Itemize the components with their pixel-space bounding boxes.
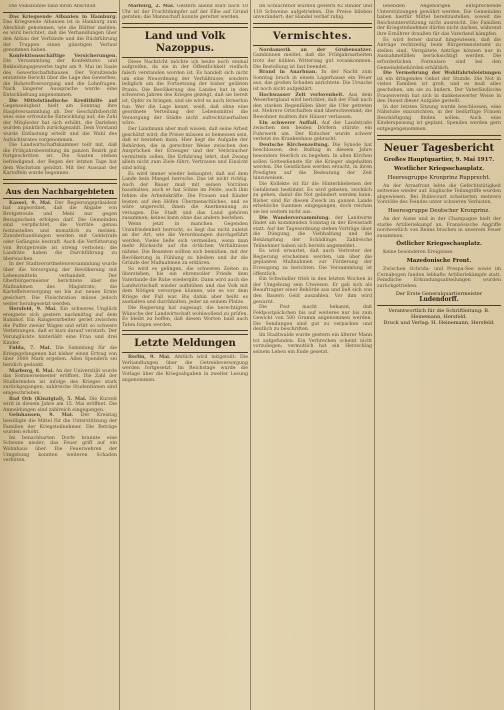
col4-section-title: Neuer Tagesbericht: [383, 142, 495, 154]
divider: [122, 352, 248, 353]
col3-section-title: Vermischtes.: [272, 30, 353, 42]
col2-section-title: Land und Volk Nazoppus.: [144, 30, 226, 54]
column-2: Marburg, 2. Mai. Gestern abend kurz nach 10 Uhr ist der Frachtdampfer auf der Elbe auf Grund geraten; die Mannschaft konnte gerettet werden. Land und Volk Nazoppus. Diese Nachricht möchte ich heute noch einmal aufgreifen, da sie in der Öffentlichkeit vielfach falsch verstanden worden ist. Es handelt sich nicht um eine Neuordnung der Verhältnisse, sondern lediglich um die Fortsetzung der bisher geübten Praxis. Die Bevölkerung des Landes hat in den schweren Jahren des Krieges gezeigt, daß sie bereit ist, Opfer zu bringen, und sie wird es auch fernerhin tun. Wer die Lage kennt, weiß, daß ohne eine geordnete Verteilung der Lebensmittel die Versorgung der Städte nicht aufrechtzuerhalten wäre. Der Landmann aber muß wissen, daß seine Arbeit geschätzt wird; die Preise müssen so bemessen sein, daß er bestehen kann. Hier liegt die Aufgabe der Behörden, die in gerechter Weise zwischen den Ansprüchen der Erzeuger und der Verbraucher vermitteln sollen. Die Erfahrung lehrt, daß Zwang allein nicht zum Ziele führt; Vertrauen und Einsicht sind nötig. Es wird immer wieder behauptet, daß auf dem Lande kein Mangel herrsche. Das ist nicht richtig. Auch der Bauer muß mit seinen Vorräten haushalten, auch er hat Söhne im Felde, auch ihm fehlen die Arbeitskräfte. Die Frauen und Kinder leisten auf den Höfen Übermenschliches, und es wäre ungerecht, ihnen die Anerkennung zu versagen. Die Stadt und das Land gehören zusammen; keines kann ohne das andere bestehen. Wenn jetzt in manchen Gegenden Unzufriedenheit herrscht, so liegt das nicht zuletzt an der Art, wie die Verordnungen durchgeführt werden. Vieles ließe sich vermeiden, wenn man mehr Rücksicht auf die örtlichen Verhältnisse nähme. Die Beamten sollten sich bemühen, mit der Bevölkerung in Fühlung zu bleiben und ihr die Gründe der Maßnahmen zu erklären. So wird es gelingen, die schweren Zeiten zu überstehen, bis ein ehrenvoller Friede dem Vaterlande die Ruhe wiedergibt. Dann wird auch die Landwirtschaft wieder aufblühen und das Volk mit dem Nötigen versorgen können, wie es vor dem Kriege der Fall war. Bis dahin aber heißt es aushalten und durchhalten, jeder an seinem Platze. Die Regierung hat zugesagt, die berechtigten Wünsche der Landwirtschaft wohlwollend zu prüfen. Es bleibt zu hoffen, daß diesen Worten bald auch Taten folgen werden. Letzte Meldungen Berlin, 9. Mai. Amtlich wird mitgeteilt: Die Verhandlungen über die Getreideversorgung werden fortgesetzt. Im Reichstage wurde die Vorlage über die Kriegsabgaben in zweiter Lesung angenommen.: [122, 4, 248, 383]
section-divider: [3, 179, 117, 184]
col3-item4-title: Ein schwerer Auffall.: [259, 120, 319, 126]
column-rule: [250, 0, 251, 710]
column-1: Die Volksbühne fand ihren Abschluß Das Kriegsende Albanien in Hamburg. Das Kriegsende Albanien ist in Hamburg zum Abschluß gekommen, wie die Blätter melden; es wird berichtet, daß die Verhandlungen über den Abbau der Verbände und die Rückführung der Truppen einen günstigen Verlauf genommen haben. Konfektionsschäftige Versicherungen. Die Versammlung der Konfektions- und Bekleidungsgewerbe tagte am 9. Mai im Saale des Gewerkschaftshauses. Der Vorsitzende erstattete Bericht über die Lage des Gewerbes, die Rohstoffversorgung und die Lohnfragen. Nach längerer Aussprache wurde eine Entschließung angenommen. Die Mittelständische Kredithilfe auf Gegenseitigkeit hielt am Sonntag ihre Hauptversammlung ab. Der Geschäftsbericht wies eine erfreuliche Entwicklung auf; die Zahl der Mitglieder hat sich erhöht, die Darlehen wurden pünktlich zurückgezahlt. Dem Vorstand wurde Entlastung erteilt und die Wahl des Aufsichtsrates vorgenommen. Die Landwirtschaftskammer teilt mit, daß die Frühjahrsbestellung im ganzen Bezirk gut fortgeschritten ist. Die Saaten stehen befriedigend, der Regen der letzten Tage hat dem Wachstum genützt. Mit der Aussaat der Kartoffeln wurde begonnen. Aus den Nachbargebieten Kassel, 9. Mai. Der Regierungspräsident hat angeordnet, daß die Abgabe von Brotgetreide und Mehl nur gegen Bezugsschein erfolgen darf. Die Gemeinden sind verpflichtet, die Vorräte genau festzustellen und monatlich zu melden. Zuwiderhandlungen werden mit Geldstrafe oder Gefängnis bestraft. Auch die Verfütterung von Brotgetreide ist streng verboten; die Landräte haben die Durchführung zu überwachen. In der Stadtverordnetenversammlung wurde über die Versorgung der Bevölkerung mit Lebensmitteln verhandelt. Der Oberbürgermeister berichtete über die Maßnahmen des Magistrats; die Kartoffelversorgung sei bis zur neuen Ernte gesichert. Die Fleischration müsse jedoch weiter herabgesetzt werden. Hersfeld, 9. Mai. Ein schweres Unglück ereignete sich gestern nachmittag auf dem Bahnhof. Ein Rangierarbeiter geriet zwischen die Puffer zweier Wagen und erlitt so schwere Verletzungen, daß er kurz darauf verstarb. Der Verunglückte hinterläßt eine Frau und drei Kinder. Fulda, 7. Mai. Die Sammlung für die Kriegsgefangenen hat bisher einen Ertrag von über 3000 Mark ergeben. Allen Spendern sei herzlich gedankt. Marburg, 8. Mai. An der Universität wurde das Sommersemester eröffnet. Die Zahl der Studierenden ist infolge des Krieges stark zurückgegangen; zahlreiche Studentinnen sind eingeschrieben. Bad Orb (Kinzigtal), 5. Mai. Die Kurzeit wird in diesem Jahre am 15. Mai eröffnet. Die Anmeldungen sind zahlreich eingegangen. Gelnhausen, 9. Mai. Der Kreistag bewilligte die Mittel für die Unterstützung der Familien der Kriegsteilnehmer. Die Beträge wurden erhöht. Im benachbarten Dorfe brannte eine Scheune nieder; das Feuer griff auf ein Wohnhaus über. Die Feuerwehren der Umgebung konnten weiteren Schaden verhüten.: [3, 4, 117, 464]
col2-dateline: Berlin, 9. Mai.: [128, 355, 171, 361]
section-divider: [122, 330, 248, 335]
divider: [122, 57, 248, 58]
divider: [253, 45, 372, 46]
col4-dateline: Großes Hauptquartier, 9. Mai 1917.: [383, 156, 495, 163]
col3-item5-title: Deutsche Kirchenzeitung.: [259, 142, 330, 148]
signer-title: Der Erste Generalquartiermeister: [395, 291, 483, 298]
col4-sub-western-front: Westlicher Kriegsschauplatz.: [394, 165, 484, 172]
col1-item3-title: Die Mittelständische Kredithilfe auf: [9, 98, 117, 104]
col3-item6-title: Die Wanderversammlung.: [259, 215, 331, 221]
col1-place-hersfeld: Hersfeld, 9. Mai.: [9, 307, 57, 313]
imprint-line-2: Druck und Verlag: H. Heinemann, Hersfeld.: [383, 320, 495, 327]
divider: [377, 305, 501, 306]
col1-item2-title: Konfektionsschäftige Versicherungen.: [9, 53, 117, 59]
signer-name: Ludendorff.: [419, 296, 459, 304]
col4-sub-rupprecht: Heeresgruppe Kronprinz Rupprecht.: [387, 174, 491, 181]
col3-item1-title: Nordamerik an der Grubensatzer.: [259, 47, 372, 53]
col2-header-line: Marburg, 2. Mai.: [128, 4, 175, 9]
col4-sub-macedonia: Mazedonische Front.: [406, 258, 472, 264]
section-divider: [253, 23, 372, 28]
column-4: lebenden Angehörigen entsprechende Unterstützungen gewährt werden. Die Gemeinden haben hierfür Mittel bereitzustellen, soweit die Reichsunterstützung nicht ausreicht. Die Familien der Kriegsteilnehmer dürfen nicht darben, während ihre Ernährer draußen für das Vaterland kämpfen. Es wird ferner darauf hingewiesen, daß die Anträge rechtzeitig beim Bürgermeisteramt zu stellen sind. Verspätete Anträge können nur in Ausnahmefällen berücksichtigt werden. Die erforderlichen Formulare sind bei den Gemeindebehörden erhältlich. Die Vermehrung der Wohlfahrtsleistungen ist ein dringendes Gebot der Stunde. Die Not in vielen Familien ist groß, und es muß alles geschehen, um sie zu lindern. Der Vaterländische Frauenverein hat sich in dankenswerter Weise in den Dienst dieser Aufgabe gestellt. In der letzten Sitzung wurde beschlossen, eine Nähstube einzurichten, in der bedürftige Frauen Beschäftigung finden sollen. Auch eine Kinderspeisung ist geplant. Spenden werden gern entgegengenommen. Neuer Tagesbericht Großes Hauptquartier, 9. Mai 1917. Westlicher Kriegsschauplatz. Heeresgruppe Kronprinz Rupprecht. An der Arrasfront lebte die Gefechtstätigkeit zeitweise wieder auf. Englische Teilangriffe wurden abgewiesen. Bei Bullecourt scheiterten mehrere Vorstöße des Feindes unter schweren Verlusten. Heeresgruppe Deutscher Kronprinz. An der Aisne und in der Champagne hielt der starke Artilleriekampf an. Französische Angriffe nordwestlich von Reims brachen in unserem Feuer zusammen. Östlicher Kriegsschauplatz. Keine besonderen Ereignisse. Mazedonische Front. Zwischen Ochrida- und Prespa-See sowie im Cernabogen fanden lebhafte Artilleriekämpfe statt. Feindliche Erkundungsabteilungen wurden zurückgetrieben. Der Erste Generalquartiermeister Ludendorff. Verantwortlich für die Schriftleitung: R. Heinemann, Hersfeld. Druck und Verlag: H. Heinemann, Hersfeld.: [377, 4, 501, 327]
col3-item3-title: Hochwasser Zeit verlorenheit.: [259, 92, 345, 98]
col1-section-title: Aus den Nachbargebieten: [5, 186, 115, 196]
col4-item1-title: Die Vermehrung der Wohlfahrtsleistungen: [383, 71, 501, 77]
col1-item1-title: Das Kriegsende Albanien in Hamburg.: [9, 14, 117, 20]
section-divider: [377, 135, 501, 140]
col1-place-bad-orb: Bad Orb (Kinzigtal), 5. Mai.: [9, 396, 87, 402]
col2-section-title-2: Letzte Meldungen: [134, 338, 236, 350]
column-3: Im Schlachthof wurden gestern 42 Rinder und 118 Schweine aufgetrieben. Die Preise blieben unverändert; der Handel verlief ruhig. Vermischtes. Nordamerik an der Grubensatzer. Gumbinnen meldet, daß die Frühjahrsarbeiten trotz der kühlen Witterung gut vorankommen. Die Bestellung ist fast beendet. Brand in Anarhuan. In der Nacht zum Sonntag brach in einem Lagerhause ein Feuer aus, das großen Schaden anrichtete. Die Ursache ist noch nicht aufgeklärt. Hochwasser Zeit verlorenheit. Aus dem Weserbergland wird berichtet, daß der Fluß nach den starken Regenfällen über die Ufer getreten ist. Mehrere Ortschaften sind überschwemmt; die Bewohner mußten ihre Häuser verlassen. Ein schwerer Auffall. Auf der Landstraße zwischen den beiden Dörfern stürzte ein Fuhrwerk um. Der Kutscher wurde schwer verletzt ins Krankenhaus gebracht. Deutsche Kirchenzeitung. Die Synode hat beschlossen, den Bußtag in diesem Jahre besonders feierlich zu begehen. In allen Kirchen sollen Gottesdienste für die Krieger abgehalten werden. Die Geistlichen werden ersucht, in ihren Predigten auf die Bedeutung der Zeit hinzuweisen. Die Kollekte ist für die Hinterbliebenen der Gefallenen bestimmt. Es wird gebeten, reichlich zu geben, damit die Not gelindert werden kann. Bisher sind für diesen Zweck im ganzen Lande erhebliche Summen eingegangen, doch reichen sie bei weitem nicht aus. Die Wanderversammlung. der Landwirte findet am kommenden Sonntag in der Kreisstadt statt. Auf der Tagesordnung stehen Vorträge über die Düngung, die Viehhaltung und die Bekämpfung der Schädlinge. Zahlreiche Teilnehmer haben sich bereits angemeldet. Es wird erwartet, daß auch Vertreter der Regierung erscheinen werden, um über die geplanten Maßnahmen zur Förderung der Erzeugung zu berichten. Die Versammlung ist öffentlich. Ein Schwindler trieb in den letzten Wochen in der Umgebung sein Unwesen. Er gab sich als Beauftragter einer Behörde aus und ließ sich von den Bauern Geld auszahlen. Vor ihm wird gewarnt. Die Post macht bekannt, daß Feldpostpäckchen bis auf weiteres nur bis zum Gewicht von 500 Gramm angenommen werden. Die Sendungen sind gut zu verpacken und deutlich zu beschriften. Im Stadtwalde wurde gestern ein älterer Mann tot aufgefunden. Ein Verbrechen scheint nicht vorzuliegen; vermutlich hat ein Herzschlag seinem Leben ein Ende gesetzt.: [253, 4, 372, 355]
col4-sub-kronprinz: Heeresgruppe Deutscher Kronprinz.: [388, 208, 490, 215]
section-divider: [122, 23, 248, 28]
col1-place-fulda: Fulda, 7. Mai.: [9, 346, 52, 352]
col1-place-gelnhausen: Gelnhausen, 9. Mai.: [9, 413, 74, 419]
col4-sub-eastern-front: Östlicher Kriegsschauplatz.: [396, 241, 482, 248]
divider: [3, 198, 117, 199]
column-rule: [119, 0, 120, 710]
col1-header-line: Die Volksbühne fand ihren Abschluß: [9, 4, 96, 9]
column-rule: [374, 0, 375, 710]
signature-block: [377, 291, 501, 303]
col3-item2-title: Brand in Anarhuan.: [259, 70, 317, 76]
imprint-line-1: Verantwortlich für die Schriftleitung: R. Heinemann, Hersfeld.: [388, 308, 490, 321]
col1-place-kassel: Kassel, 9. Mai.: [9, 200, 52, 206]
imprint: [377, 308, 501, 326]
divider: [3, 12, 117, 13]
col1-place-marburg: Marburg, 8. Mai.: [9, 368, 55, 374]
